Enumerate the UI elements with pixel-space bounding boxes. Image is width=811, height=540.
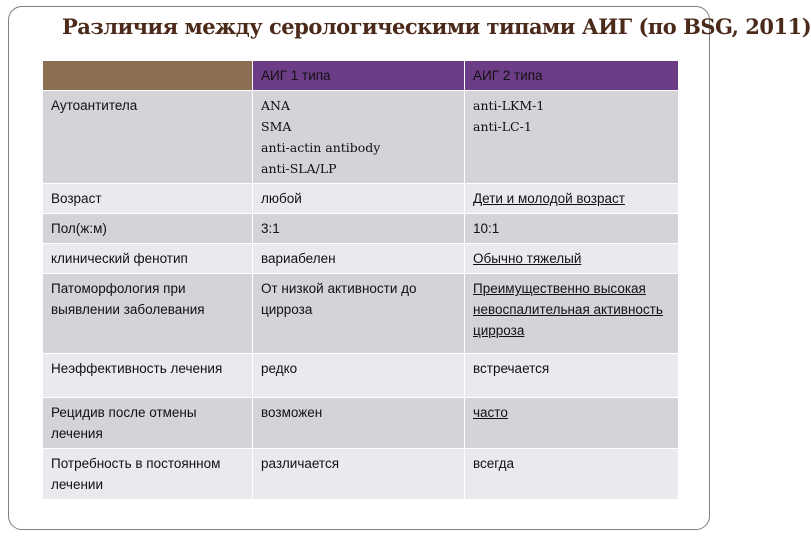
header-type1: АИГ 1 типа bbox=[253, 61, 465, 91]
type1-value: возможен bbox=[253, 398, 465, 449]
antibody-item: anti-actin antibody bbox=[261, 140, 381, 155]
antibody-item: SMA bbox=[261, 119, 292, 134]
row-label: Аутоантитела bbox=[43, 91, 253, 184]
table-row bbox=[43, 214, 679, 244]
row-label: Возраст bbox=[43, 184, 253, 214]
row-label: Неэффективность лечения bbox=[43, 354, 253, 398]
type1-value bbox=[253, 91, 465, 184]
table-row bbox=[43, 244, 679, 274]
table-row bbox=[43, 274, 679, 354]
type2-value: всегда bbox=[465, 449, 679, 500]
type1-value: От низкой активности до цирроза bbox=[253, 274, 465, 354]
type2-value: Обычно тяжелый bbox=[465, 244, 679, 274]
row-label: Потребность в постоянном лечении bbox=[43, 449, 253, 500]
header-corner bbox=[43, 61, 253, 91]
header-type2: АИГ 2 типа bbox=[465, 61, 679, 91]
type2-value: встречается bbox=[465, 354, 679, 398]
type2-value bbox=[465, 91, 679, 184]
slide-title: Различия между серологическими типами АИГ (по BSG, 2011) bbox=[62, 14, 811, 39]
table-header-row bbox=[43, 61, 679, 91]
antibody-item: ANA bbox=[261, 98, 290, 113]
comparison-table bbox=[42, 60, 679, 500]
type2-value: Преимущественно высокая невоспалительная активность цирроза bbox=[465, 274, 679, 354]
table-row bbox=[43, 91, 679, 184]
type1-value: вариабелен bbox=[253, 244, 465, 274]
row-label: Пол(ж:м) bbox=[43, 214, 253, 244]
type2-value: Дети и молодой возраст bbox=[465, 184, 679, 214]
antibody-item: anti-LKM-1 bbox=[473, 98, 545, 113]
antibody-item: anti-LC-1 bbox=[473, 119, 532, 134]
type2-value: 10:1 bbox=[465, 214, 679, 244]
type1-value: редко bbox=[253, 354, 465, 398]
table-row bbox=[43, 449, 679, 500]
row-label: клинический фенотип bbox=[43, 244, 253, 274]
table-row bbox=[43, 184, 679, 214]
type1-value: 3:1 bbox=[253, 214, 465, 244]
type1-value: любой bbox=[253, 184, 465, 214]
type1-value: различается bbox=[253, 449, 465, 500]
row-label: Рецидив после отмены лечения bbox=[43, 398, 253, 449]
table-row bbox=[43, 354, 679, 398]
type2-value: часто bbox=[465, 398, 679, 449]
row-label: Патоморфология при выявлении заболевания bbox=[43, 274, 253, 354]
table-row bbox=[43, 398, 679, 449]
antibody-item: anti-SLA/LP bbox=[261, 161, 337, 176]
